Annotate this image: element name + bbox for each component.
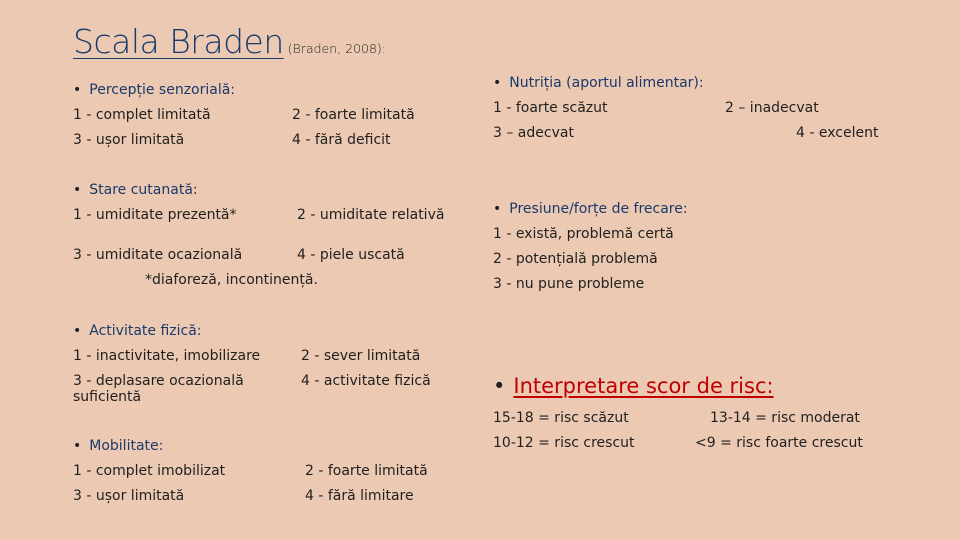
stare-heading: • Stare cutanată: — [73, 182, 198, 198]
interpretare-item-3: 10-12 = risc crescut — [493, 435, 635, 451]
activitate-item-1: 1 - inactivitate, imobilizare — [73, 348, 261, 364]
presiune-item-1: 1 - există, problemă certă — [493, 226, 674, 242]
nutritia-item-2: 2 – inadecvat — [725, 100, 819, 116]
activitate-item-4: 4 - activitate fizică — [301, 373, 431, 389]
presiune-heading: • Presiune/forțe de frecare: — [493, 201, 688, 217]
perceptie-item-4: 4 - fără deficit — [292, 132, 391, 148]
mobilitate-item-4: 4 - fără limitare — [305, 488, 414, 504]
activitate-item-3-cont: suficientă — [73, 389, 142, 405]
bullet-icon: • — [73, 323, 82, 339]
presiune-item-3: 3 - nu pune probleme — [493, 276, 645, 292]
bullet-icon: • — [73, 438, 82, 454]
mobilitate-item-1: 1 - complet imobilizat — [73, 463, 226, 479]
presiune-item-2: 2 - potențială problemă — [493, 251, 658, 267]
interpretare-item-4: <9 = risc foarte crescut — [695, 435, 863, 451]
interpretare-item-1: 15-18 = risc scăzut — [493, 410, 629, 426]
bullet-icon: • — [493, 201, 502, 217]
perceptie-heading: • Percepție senzorială: — [73, 82, 236, 98]
title-main: Scala Braden — [73, 22, 284, 61]
stare-note: *diaforeză, incontinență. — [145, 272, 318, 288]
bullet-icon: • — [73, 82, 82, 98]
activitate-item-2: 2 - sever limitată — [301, 348, 421, 364]
perceptie-item-3: 3 - ușor limitată — [73, 132, 185, 148]
nutritia-item-4: 4 - excelent — [796, 125, 879, 141]
bullet-icon: • — [493, 75, 502, 91]
perceptie-item-2: 2 - foarte limitată — [292, 107, 415, 123]
stare-item-4: 4 - piele uscată — [297, 247, 405, 263]
nutritia-item-1: 1 - foarte scăzut — [493, 100, 608, 116]
stare-item-2: 2 - umiditate relativă — [297, 207, 445, 223]
bullet-icon: • — [493, 374, 506, 398]
mobilitate-item-3: 3 - ușor limitată — [73, 488, 185, 504]
perceptie-item-1: 1 - complet limitată — [73, 107, 211, 123]
nutritia-heading: • Nutriția (aportul alimentar): — [493, 75, 704, 91]
interpretare-heading: • Interpretare scor de risc: — [493, 374, 774, 398]
nutritia-item-3: 3 – adecvat — [493, 125, 574, 141]
bullet-icon: • — [73, 182, 82, 198]
page-title — [73, 22, 386, 61]
mobilitate-heading: • Mobilitate: — [73, 438, 164, 454]
activitate-heading: • Activitate fizică: — [73, 323, 202, 339]
interpretare-item-2: 13-14 = risc moderat — [710, 410, 860, 426]
mobilitate-item-2: 2 - foarte limitată — [305, 463, 428, 479]
stare-item-3: 3 - umiditate ocazională — [73, 247, 243, 263]
title-citation: (Braden, 2008): — [287, 41, 387, 56]
stare-item-1: 1 - umiditate prezentă* — [73, 207, 237, 223]
activitate-item-3: 3 - deplasare ocazională — [73, 373, 244, 389]
